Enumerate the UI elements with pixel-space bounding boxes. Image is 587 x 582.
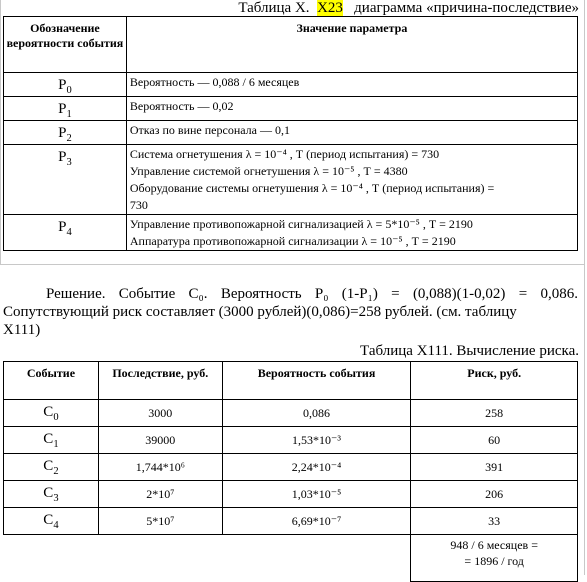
empty-cell bbox=[4, 535, 99, 582]
table1-caption bbox=[0, 0, 579, 16]
probability-cell: 1,53*10⁻³ bbox=[222, 427, 411, 454]
risk-cell: 206 bbox=[411, 481, 578, 508]
table-row bbox=[4, 73, 578, 97]
consequence-cell: 3000 bbox=[98, 400, 222, 427]
table2-caption: Таблица Х111. Вычисление риска. bbox=[360, 343, 579, 359]
event-cell: $C_1$ bbox=[4, 427, 99, 454]
probability-cell: 2,24*10⁻⁴ bbox=[222, 454, 411, 481]
table-row bbox=[4, 427, 578, 454]
risk-cell: 258 bbox=[411, 400, 578, 427]
frame-line bbox=[0, 264, 585, 265]
probability-cell: 0,086 bbox=[222, 400, 411, 427]
total-row bbox=[4, 535, 578, 582]
table-row bbox=[4, 454, 578, 481]
event-symbol: $P_1$ bbox=[4, 97, 127, 121]
column-header: Обозначение вероятности события bbox=[4, 17, 127, 73]
event-symbol: $P_4$ bbox=[4, 215, 127, 251]
solution-line: Х111) bbox=[3, 322, 41, 338]
parameter-value: Отказ по вине персонала — 0,1 bbox=[126, 121, 577, 145]
consequence-cell: 2*10⁷ bbox=[98, 481, 222, 508]
total-line: 948 / 6 месяцев = bbox=[450, 538, 538, 552]
risk-table bbox=[3, 361, 578, 582]
solution-line: Решение. Событие С₀. Вероятность Р₀ (1-Р₁) = (0,088)(1-0,02) = 0,086. bbox=[46, 286, 578, 302]
risk-cell: 391 bbox=[411, 454, 578, 481]
event-symbol: $P_3$ bbox=[4, 145, 127, 215]
table-row bbox=[4, 481, 578, 508]
table-row bbox=[4, 508, 578, 535]
total-line: = 1896 / год bbox=[464, 554, 524, 568]
column-header: Последствие, руб. bbox=[98, 362, 222, 400]
frame-line bbox=[0, 0, 1, 265]
solution-line: Сопутствующий риск составляет (3000 рублей)(0,086)=258 рублей. (см. таблицу bbox=[3, 304, 517, 320]
consequence-cell: 1,744*10⁶ bbox=[98, 454, 222, 481]
event-cell: $C_0$ bbox=[4, 400, 99, 427]
column-header: Событие bbox=[4, 362, 99, 400]
table-row bbox=[4, 215, 578, 251]
event-cell: $C_3$ bbox=[4, 481, 99, 508]
event-symbol: $P_0$ bbox=[4, 73, 127, 97]
event-cell: $C_2$ bbox=[4, 454, 99, 481]
consequence-cell: 5*10⁷ bbox=[98, 508, 222, 535]
event-symbol: $P_2$ bbox=[4, 121, 127, 145]
parameter-value: Вероятность — 0,02 bbox=[126, 97, 577, 121]
empty-cell bbox=[98, 535, 222, 582]
caption-prefix: Таблица Х. bbox=[238, 0, 310, 16]
risk-cell: 33 bbox=[411, 508, 578, 535]
frame-line bbox=[584, 0, 585, 575]
caption-suffix: диаграмма «причина-последствие» bbox=[354, 0, 579, 16]
highlighted-table-number: Х23 bbox=[317, 0, 343, 16]
table-header-row bbox=[4, 17, 578, 73]
parameter-value: Управление противопожарной сигнализацией λ = 5*10⁻⁵ , Т = 2190 Аппаратура противопожарной сигнализации λ = 10⁻⁵ , Т = 2190 bbox=[126, 215, 577, 251]
solution-paragraph bbox=[3, 285, 578, 339]
column-header: Значение параметра bbox=[126, 17, 577, 73]
table-header-row bbox=[4, 362, 578, 400]
probability-cell: 1,03*10⁻⁵ bbox=[222, 481, 411, 508]
column-header: Риск, руб. bbox=[411, 362, 578, 400]
consequence-cell: 39000 bbox=[98, 427, 222, 454]
column-header: Вероятность события bbox=[222, 362, 411, 400]
probability-table bbox=[3, 16, 578, 251]
empty-cell bbox=[222, 535, 411, 582]
table-row bbox=[4, 97, 578, 121]
table-row bbox=[4, 400, 578, 427]
table-row bbox=[4, 121, 578, 145]
table-row bbox=[4, 145, 578, 215]
event-cell: $C_4$ bbox=[4, 508, 99, 535]
probability-cell: 6,69*10⁻⁷ bbox=[222, 508, 411, 535]
risk-cell: 60 bbox=[411, 427, 578, 454]
parameter-value: Вероятность — 0,088 / 6 месяцев bbox=[126, 73, 577, 97]
parameter-value: Система огнетушения λ = 10⁻⁴ , Т (период испытания) = 730 Управление системой огнетушения λ = 10⁻⁵ , Т = 4380 Оборудование системы огнетушения λ = 10⁻⁴ , Т (период испытания) = 730 bbox=[126, 145, 577, 215]
total-risk-cell bbox=[411, 535, 578, 582]
